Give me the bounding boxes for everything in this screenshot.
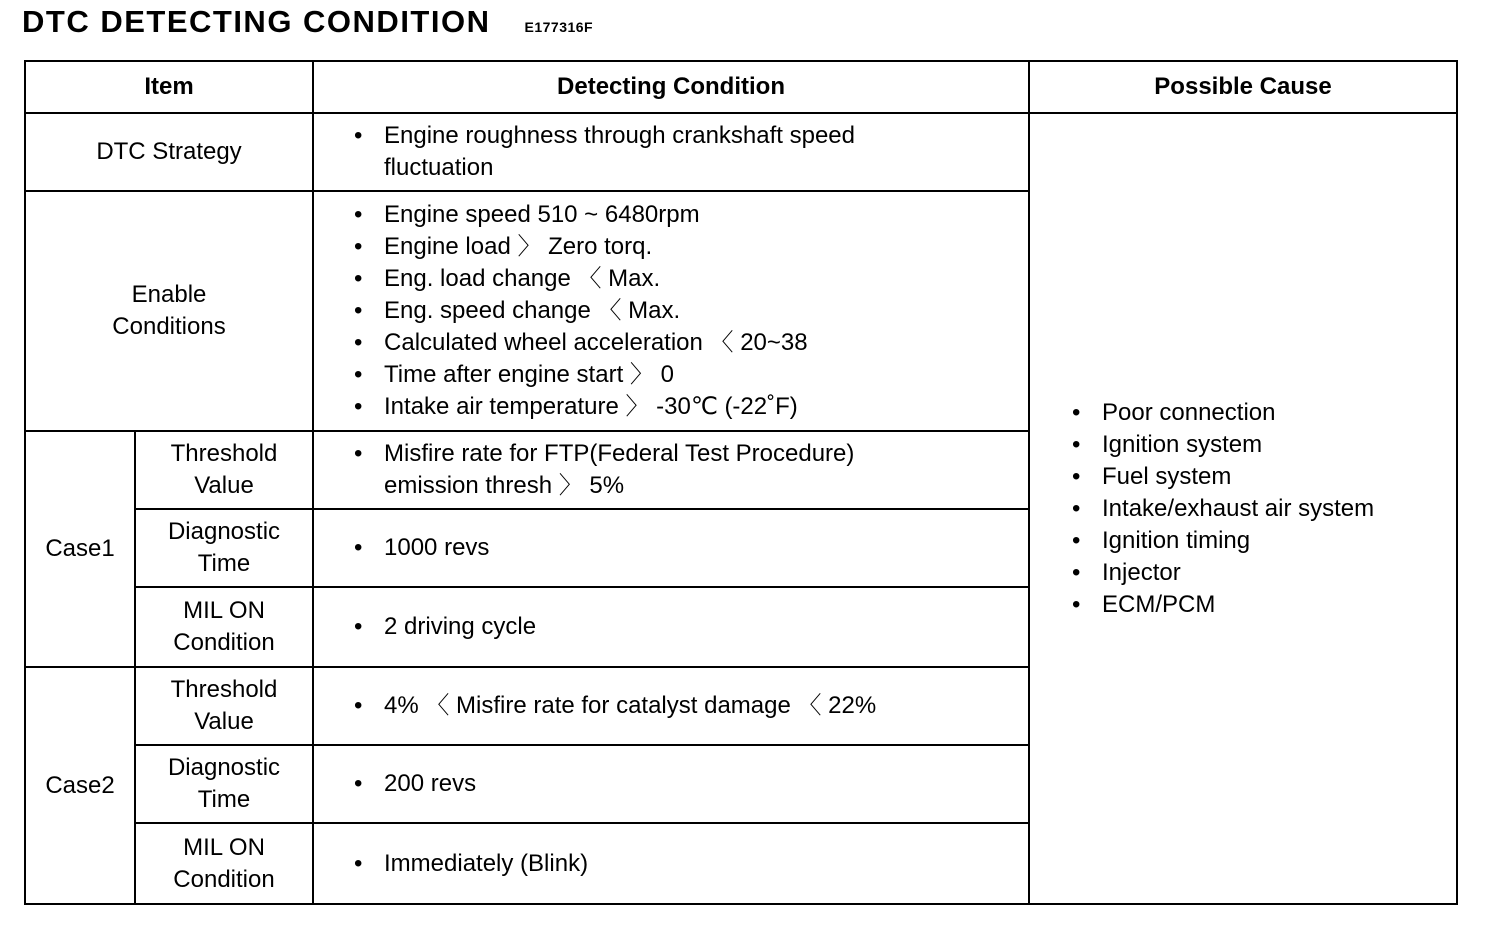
column-header-detecting-condition: Detecting Condition xyxy=(313,61,1029,113)
condition-item: • Engine roughness through crankshaft speed fluctuation xyxy=(354,120,938,184)
case2-mil-on-conditions xyxy=(313,823,1029,904)
condition-item: • Time after engine start 〉 0 xyxy=(354,359,1028,391)
cause-item: • Fuel system xyxy=(1072,461,1456,493)
condition-item: • 1000 revs xyxy=(354,532,1028,564)
cause-item: • Poor connection xyxy=(1072,397,1456,429)
condition-item: • Engine speed 510 ~ 6480rpm xyxy=(354,199,1028,231)
label-line: Value xyxy=(194,472,254,499)
case1-mil-on-label xyxy=(135,587,313,667)
item-dtc-strategy: DTC Strategy xyxy=(25,113,313,191)
column-header-item: Item xyxy=(25,61,313,113)
cause-item: • Ignition system xyxy=(1072,429,1456,461)
label-line: Time xyxy=(197,786,251,813)
condition-item: • 4% 〈 Misfire rate for catalyst damage 〈 22% xyxy=(354,690,1028,722)
label-line: Condition xyxy=(173,865,275,893)
label-line: Threshold xyxy=(170,440,278,467)
case2-threshold-label xyxy=(135,667,313,745)
conditions-enable xyxy=(313,191,1029,431)
document-header xyxy=(22,4,593,44)
case1-threshold-conditions xyxy=(313,431,1029,509)
cause-item: • ECM/PCM xyxy=(1072,589,1456,621)
case1-threshold-label xyxy=(135,431,313,509)
label-line: MIL ON xyxy=(183,597,265,624)
label-line: MIL ON xyxy=(183,833,265,861)
condition-item: • Intake air temperature 〉 -30℃ (-22˚F) xyxy=(354,391,1028,423)
case1-diagnostic-time-label xyxy=(135,509,313,587)
column-header-possible-cause: Possible Cause xyxy=(1029,61,1457,113)
condition-item: • Engine load 〉 Zero torq. xyxy=(354,231,1028,263)
page-title: DTC DETECTING CONDITION xyxy=(22,4,491,39)
condition-item: • Misfire rate for FTP(Federal Test Procedure) emission thresh 〉 5% xyxy=(354,438,948,502)
label-line: Condition xyxy=(173,629,275,656)
condition-item: • Immediately (Blink) xyxy=(354,848,1028,880)
item-label-line: Enable xyxy=(131,281,207,308)
item-label-line: Conditions xyxy=(112,313,226,340)
condition-item: • 2 driving cycle xyxy=(354,611,1028,643)
case1-mil-on-conditions xyxy=(313,587,1029,667)
case2-label: Case2 xyxy=(25,667,135,904)
cause-item: • Intake/exhaust air system xyxy=(1072,493,1456,525)
table-header-row xyxy=(25,61,1457,113)
item-enable-conditions xyxy=(25,191,313,431)
case2-threshold-conditions xyxy=(313,667,1029,745)
conditions-dtc-strategy xyxy=(313,113,1029,191)
label-line: Diagnostic xyxy=(167,754,281,781)
condition-item: • 200 revs xyxy=(354,768,1028,800)
case1-label: Case1 xyxy=(25,431,135,667)
row-dtc-strategy xyxy=(25,113,1457,191)
case2-diagnostic-time-conditions xyxy=(313,745,1029,823)
label-line: Threshold xyxy=(170,676,278,703)
condition-item: • Eng. load change 〈 Max. xyxy=(354,263,1028,295)
possible-cause-cell xyxy=(1029,113,1457,904)
label-line: Time xyxy=(197,550,251,577)
cause-item: • Ignition timing xyxy=(1072,525,1456,557)
label-line: Diagnostic xyxy=(167,518,281,545)
case2-diagnostic-time-label xyxy=(135,745,313,823)
label-line: Value xyxy=(194,708,254,735)
case2-mil-on-label xyxy=(135,823,313,904)
case1-diagnostic-time-conditions xyxy=(313,509,1029,587)
cause-item: • Injector xyxy=(1072,557,1456,589)
dtc-condition-table xyxy=(24,60,1458,905)
figure-id: E177316F xyxy=(524,19,594,35)
condition-item: • Eng. speed change 〈 Max. xyxy=(354,295,1028,327)
condition-item: • Calculated wheel acceleration 〈 20~38 xyxy=(354,327,1028,359)
